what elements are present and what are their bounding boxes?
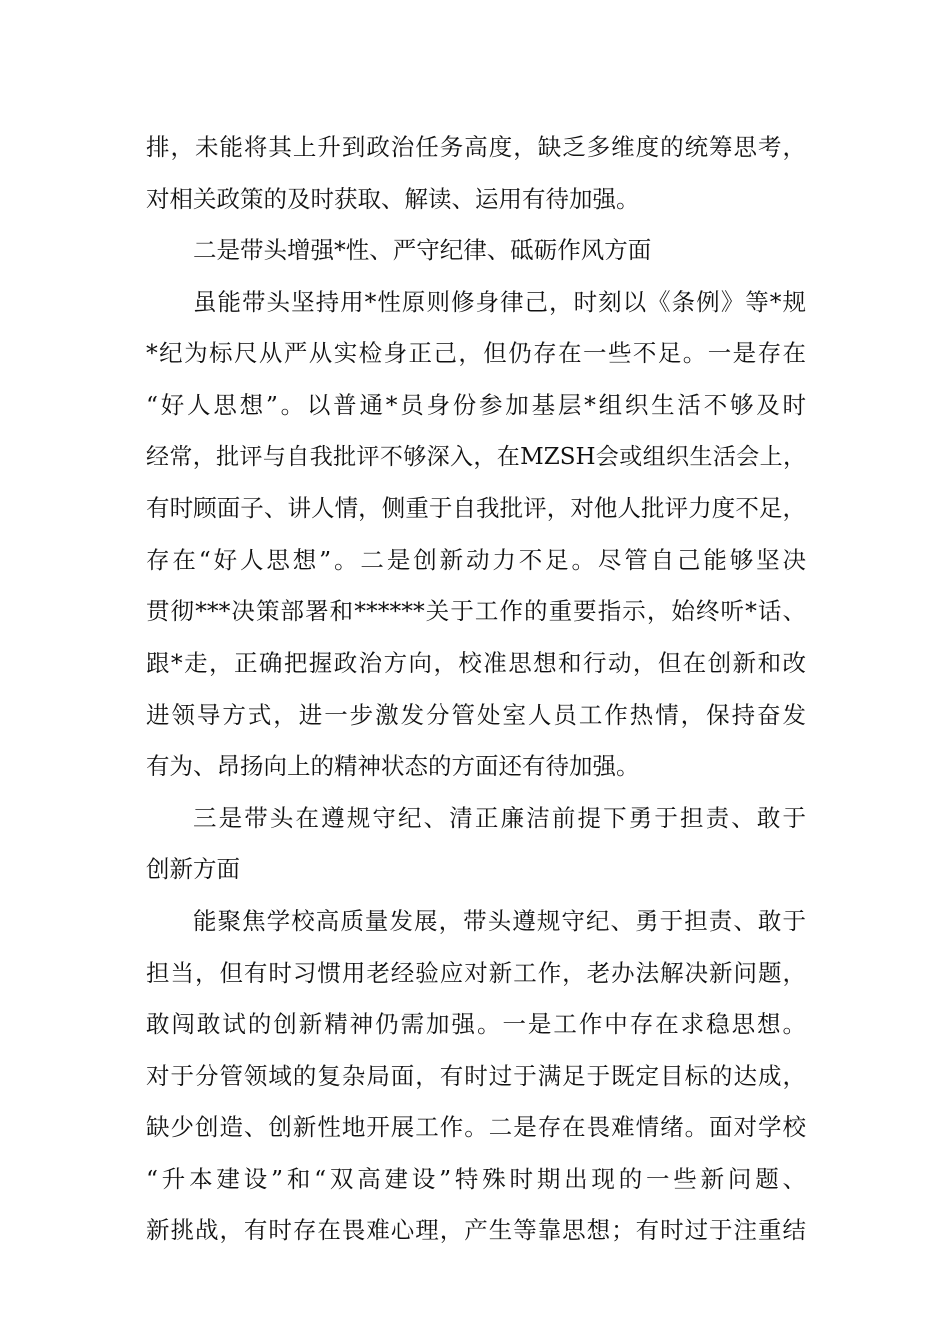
text-line: *纪为标尺从严从实检身正己，但仍存在一些不足。一是存在: [146, 339, 806, 368]
text-line: 新挑战，有时存在畏难心理，产生等靠思想；有时过于注重结: [146, 1216, 806, 1245]
text-line: 存在“好人思想”。二是创新动力不足。尽管自己能够坚决: [146, 545, 806, 574]
text-line: 有为、昂扬向上的精神状态的方面还有待加强。: [146, 752, 640, 781]
text-line: 排，未能将其上升到政治任务高度，缺乏多维度的统筹思考，: [146, 133, 806, 161]
text-line: 创新方面: [146, 855, 240, 884]
text-line: 敢闯敢试的创新精神仍需加强。一是工作中存在求稳思想。: [146, 1010, 806, 1039]
text-line: 贯彻***决策部署和******关于工作的重要指示，始终听*话、: [146, 597, 806, 626]
text-line: 有时顾面子、讲人情，侧重于自我批评，对他人批评力度不足，: [146, 494, 806, 523]
text-line: “升本建设”和“双高建设”特殊时期出现的一些新问题、: [146, 1164, 806, 1193]
text-line: 对于分管领域的复杂局面，有时过于满足于既定目标的达成，: [146, 1061, 806, 1090]
text-line: 二是带头增强*性、严守纪律、砥砺作风方面: [193, 236, 652, 265]
text-line: 能聚焦学校高质量发展，带头遵规守纪、勇于担责、敢于: [193, 906, 806, 935]
body-text: [146, 122, 806, 1257]
text-line: 对相关政策的及时获取、解读、运用有待加强。: [146, 184, 640, 213]
text-line: 担当，但有时习惯用老经验应对新工作，老办法解决新问题，: [146, 958, 806, 987]
text-line: 缺少创造、创新性地开展工作。二是存在畏难情绪。面对学校: [146, 1113, 806, 1142]
text-line: 三是带头在遵规守纪、清正廉洁前提下勇于担责、敢于: [193, 803, 806, 832]
text-line: 进领导方式，进一步激发分管处室人员工作热情，保持奋发: [146, 700, 806, 729]
text-line: “好人思想”。以普通*员身份参加基层*组织生活不够及时: [146, 390, 806, 419]
text-line: 跟*走，正确把握政治方向，校准思想和行动，但在创新和改: [146, 648, 806, 677]
text-line: 虽能带头坚持用*性原则修身律己，时刻以《条例》等*规: [193, 287, 806, 316]
text-line: 经常，批评与自我批评不够深入，在MZSH会或组织生活会上，: [146, 443, 806, 470]
